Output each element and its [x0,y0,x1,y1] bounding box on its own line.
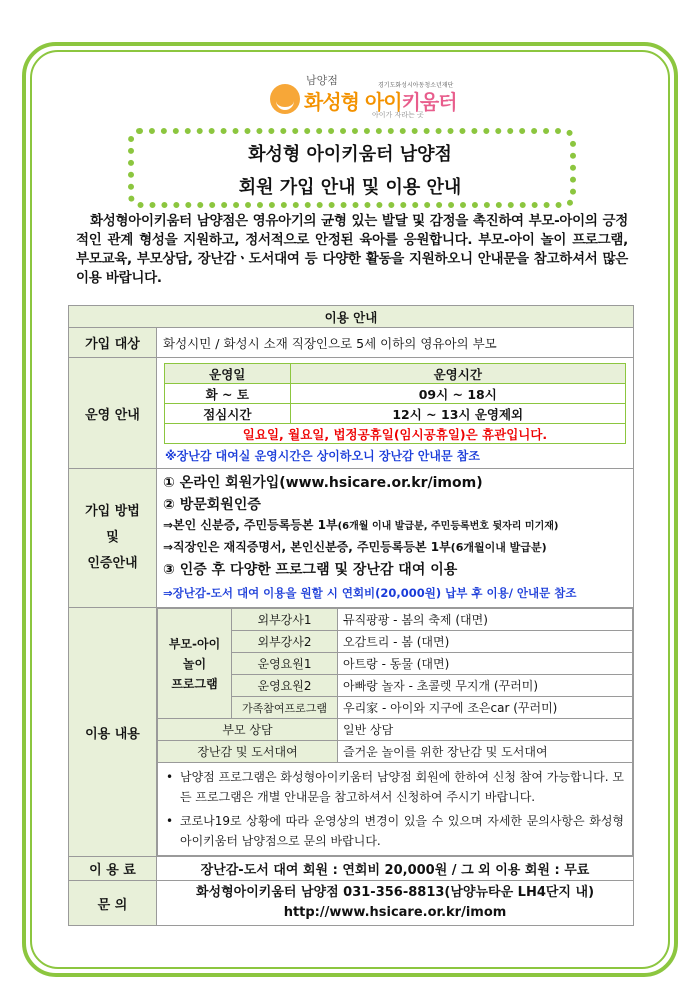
contact-label: 문 의 [69,881,157,926]
fee-label: 이 용 료 [69,857,157,881]
logo-sub: 아이가 자라는 곳 [372,111,424,119]
method-step1: ① 온라인 회원가입(www.hsicare.or.kr/imom) [163,475,483,491]
method-label [69,469,157,608]
usage-note-2: • 코로나19로 상황에 따라 운영상의 변경이 있을 수 있으며 자세한 문의사항은 화성형아이키움터 남양점으로 문의 바랍니다. [166,811,624,851]
page-title: 화성형 아이키움터 남양점 [248,144,452,165]
method-step2: ② 방문회원인증 [163,497,261,513]
program-name: 외부강사1 [232,609,338,631]
operation-hours-table [164,363,626,444]
counsel-label: 부모 상담 [158,719,338,741]
fee-value: 장난감-도서 대여 회원 : 연회비 20,000원 / 그 외 이용 회원 : 무료 [157,857,634,881]
method-doc2 [163,537,627,558]
intro-paragraph: 화성형아이키움터 남양점은 영유아기의 균형 있는 발달 및 감정을 촉진하여 부모-아이의 긍정적인 관계 형성을 지원하고, 정서적으로 안정된 육아를 응원합니다. 부모-아이 놀이 프로그램, 부모교육, 부모상담, 장난감ㆍ도서대여 등 다양한 활동을 지원하오니 안내문을 참고하셔서 많은 이용 바랍니다. [76,213,628,286]
usage-label: 이용 내용 [69,608,157,857]
contact-value [157,881,634,926]
program-desc: 우리家 - 아이와 지구에 조은car (꾸러미) [338,697,633,719]
group-line1: 부모-아이 [168,636,221,651]
program-desc: 뮤직팡팡 - 봄의 축제 (대면) [338,609,633,631]
operation-day-header: 운영일 [165,364,291,384]
group-line2: 놀이 [182,656,207,671]
program-desc: 오감트리 - 봄 (대면) [338,631,633,653]
program-name: 가족참여프로그램 [232,697,338,719]
method-label-line1: 가입 방법 [85,504,140,519]
operation-content [157,358,634,469]
toy-rental-label: 장난감 및 도서대여 [158,741,338,763]
toy-rental-value: 즐거운 놀이를 위한 장난감 및 도서대여 [338,741,633,763]
contact-url[interactable]: http://www.hsicare.or.kr/imom [283,905,507,920]
table-header: 이용 안내 [69,306,634,328]
group-line3: 프로그램 [171,676,218,691]
contact-phone: 화성형아이키움터 남양점 031-356-8813(남양뉴타운 LH4단지 내) [195,885,595,900]
usage-notes [158,763,633,856]
method-step3: ③ 인증 후 다양한 프로그램 및 장난감 대여 이용 [163,562,458,578]
method-content [157,469,634,608]
logo-name-part2: 키움터 [401,90,457,114]
program-table [157,608,633,856]
doc2-main: ⇒직장인은 재직증명서, 본인신분증, 주민등록등본 1부 [163,540,451,554]
program-name: 운영요원2 [232,675,338,697]
program-name: 외부강사2 [232,631,338,653]
logo-branch: 남양점 [306,74,338,87]
method-doc1 [163,515,627,537]
operation-time: 09시 ~ 18시 [290,384,625,404]
program-name: 운영요원1 [232,653,338,675]
usage-content [157,608,634,857]
toy-fee-note: ⇒장난감-도서 대여 이용을 원할 시 연회비(20,000원) 납부 후 이용/ 안내문 참조 [163,586,577,600]
toy-room-note: ※장난감 대여실 운영시간은 상이하오니 장난감 안내문 참조 [165,449,480,463]
lunch-label: 점심시간 [165,404,291,424]
method-label-line2: 및 [106,530,119,545]
operation-time-header: 운영시간 [290,364,625,384]
method-label-line3: 인증안내 [87,556,138,571]
join-target-label: 가입 대상 [69,328,157,358]
page-subtitle: 회원 가입 안내 및 이용 안내 [238,177,462,198]
usage-note-1: • 남양점 프로그램은 화성형아이키움터 남양점 회원에 한하여 신청 참여 가능합니다. 모든 프로그램은 개별 안내문을 참고하셔서 신청하여 주시기 바랍니다. [166,767,624,807]
program-desc: 아빠랑 놀자 - 초콜렛 무지개 (꾸러미) [338,675,633,697]
join-target-value: 화성시민 / 화성시 소재 직장인으로 5세 이하의 영유아의 부모 [157,328,634,358]
doc1-main: ⇒본인 신분증, 주민등록등본 1부 [163,518,338,532]
doc1-small: (6개월 이내 발급분, 주민등록번호 뒷자리 미기재) [337,521,559,532]
doc2-small: (6개월이내 발급분) [450,541,547,554]
logo-name-part1: 화성형 아이 [304,90,402,114]
closed-notice: 일요일, 월요일, 법정공휴일(임시공휴일)은 휴관입니다. [165,424,626,444]
partner-logo: 경기도화성시아동청소년재단 [378,82,454,89]
smile-face-icon [270,84,300,114]
lunch-time: 12시 ~ 13시 운영제외 [290,404,625,424]
info-table [68,305,634,926]
program-group-label [158,609,232,719]
program-desc: 아트랑 - 동물 (대면) [338,653,633,675]
operation-label: 운영 안내 [69,358,157,469]
counsel-value: 일반 상담 [338,719,633,741]
operation-day: 화 ~ 토 [165,384,291,404]
